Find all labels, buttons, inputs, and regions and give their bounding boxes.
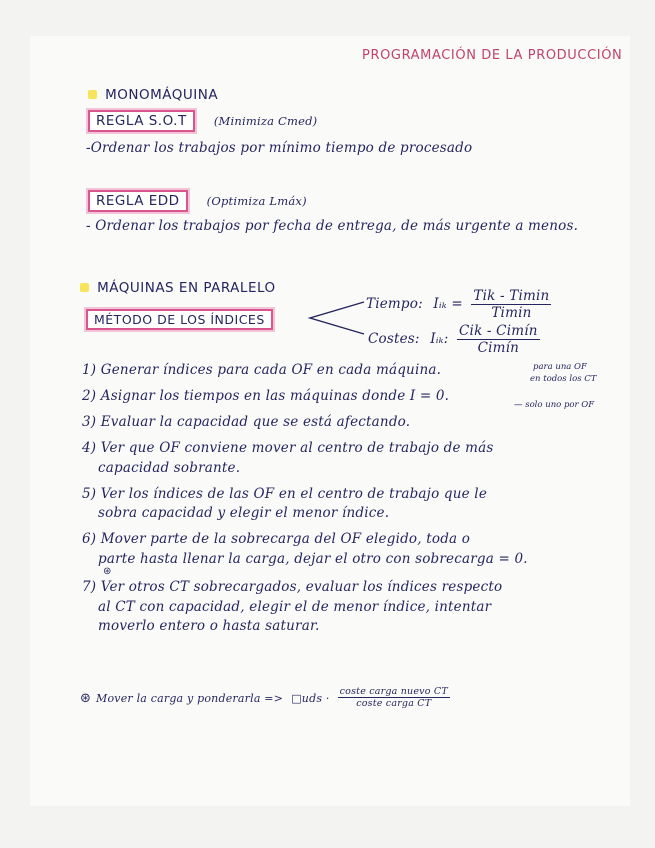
- tiempo-fraction: [471, 288, 551, 321]
- rule-edd-note: (Optimiza Lmáx): [206, 194, 307, 208]
- asterisk-marker-icon: ⊛: [103, 566, 112, 577]
- rule-sot-note: (Minimiza Cmed): [213, 114, 318, 128]
- side-note-3: — solo uno por OF: [514, 400, 595, 410]
- rule-sot-row: [88, 110, 317, 129]
- footnote-numerator: coste carga nuevo CT: [339, 686, 448, 697]
- footnote-fraction: [338, 686, 450, 709]
- step-4-cont: capacidad sobrante.: [98, 460, 241, 476]
- tiempo-label: Tiempo:: [366, 296, 423, 312]
- side-note-2: en todos los CT: [530, 374, 597, 384]
- step-6: 6) Mover parte de la sobrecarga del OF elegido, toda o: [82, 531, 471, 547]
- highlight-bullet-icon: [88, 90, 97, 99]
- step-2: 2) Asignar los tiempos en las máquinas donde I = 0.: [82, 388, 450, 404]
- section-monomaquina-heading: [88, 84, 218, 103]
- step-1: 1) Generar índices para cada OF en cada máquina.: [82, 362, 442, 378]
- costes-denominator: Cimín: [477, 340, 520, 356]
- step-7-cont: al CT con capacidad, elegir el de menor índice, intentar: [98, 599, 492, 615]
- section-heading-text: MONOMÁQUINA: [105, 87, 219, 103]
- rule-sot-description: -Ordenar los trabajos por mínimo tiempo de procesado: [86, 140, 473, 156]
- costes-fraction: [457, 323, 540, 356]
- costes-label: Costes:: [368, 331, 420, 347]
- footnote-text: Mover la carga y ponderarla =>: [96, 692, 284, 705]
- side-note-1: para una OF: [533, 362, 587, 372]
- footnote-marker-icon: ⊛: [80, 691, 91, 706]
- page-title: PROGRAMACIÓN DE LA PRODUCCIÓN: [362, 48, 623, 63]
- highlight-bullet-icon: [80, 283, 89, 292]
- branch-brace-icon: [306, 298, 366, 340]
- method-box: [86, 309, 273, 328]
- footnote-uds: □uds ·: [291, 692, 330, 705]
- section-paralelo-heading: [80, 277, 276, 296]
- costes-lhs: Iᵢₖ:: [430, 331, 449, 347]
- costes-numerator: Cik - Cimín: [459, 323, 538, 339]
- step-4: 4) Ver que OF conviene mover al centro de trabajo de más: [82, 440, 494, 456]
- tiempo-numerator: Tik - Timin: [473, 288, 550, 304]
- step-3: 3) Evaluar la capacidad que se está afectando.: [82, 414, 411, 430]
- tiempo-formula: [366, 288, 551, 321]
- tiempo-denominator: Timin: [491, 305, 532, 321]
- tiempo-lhs: Iᵢₖ =: [433, 296, 463, 312]
- rule-edd-row: [88, 190, 307, 209]
- rule-edd-label: REGLA EDD: [88, 190, 188, 212]
- step-7-cont-2: moverlo entero o hasta saturar.: [98, 618, 320, 634]
- method-label: MÉTODO DE LOS ÍNDICES: [86, 309, 273, 330]
- rule-edd-description: - Ordenar los trabajos por fecha de entrega, de más urgente a menos.: [86, 218, 579, 234]
- step-6-cont: parte hasta llenar la carga, dejar el otro con sobrecarga = 0.: [98, 551, 528, 567]
- rule-sot-label: REGLA S.O.T: [88, 110, 195, 132]
- footnote: [80, 686, 450, 709]
- step-5-cont: sobra capacidad y elegir el menor índice.: [98, 505, 390, 521]
- step-7: 7) Ver otros CT sobrecargados, evaluar los índices respecto: [82, 579, 503, 595]
- footnote-denominator: coste carga CT: [356, 698, 432, 709]
- costes-formula: [368, 323, 540, 356]
- step-5: 5) Ver los índices de las OF en el centro de trabajo que le: [82, 486, 488, 502]
- section-heading-text: MÁQUINAS EN PARALELO: [97, 280, 276, 296]
